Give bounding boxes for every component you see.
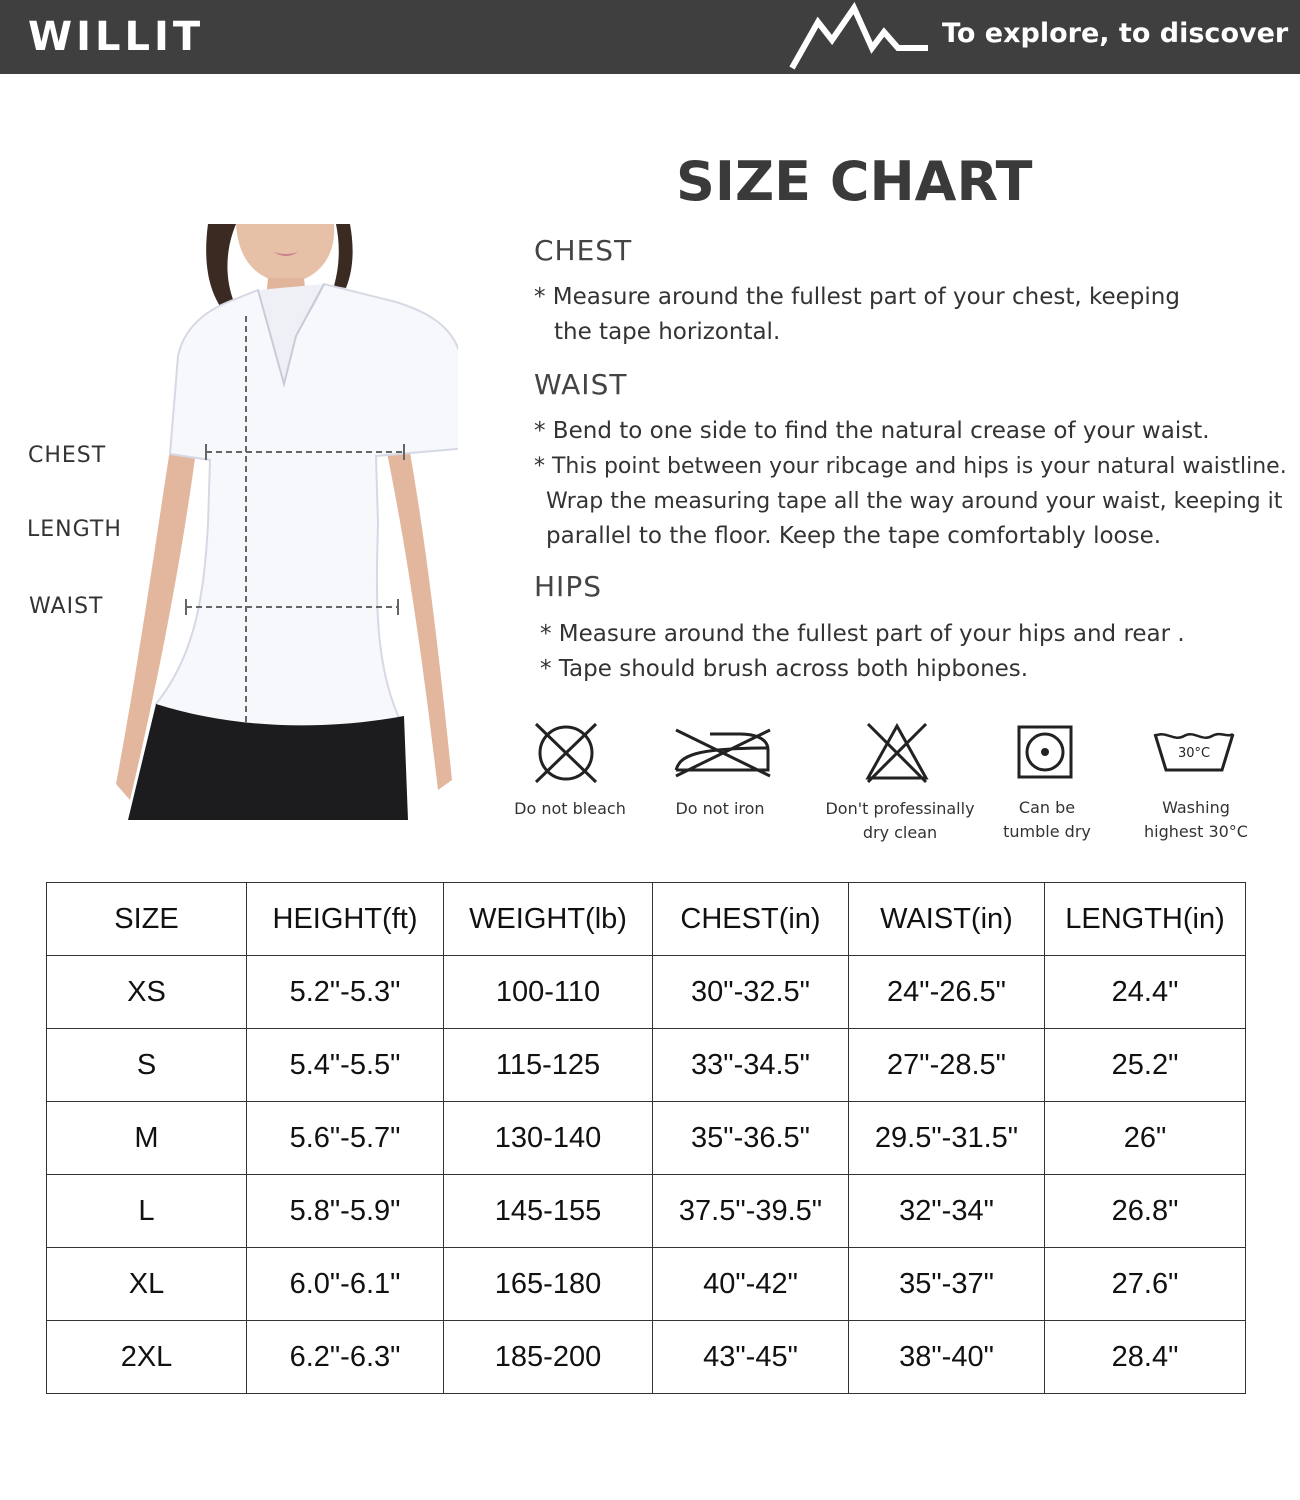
table-row xyxy=(47,1248,1246,1321)
model-figure xyxy=(108,224,458,820)
care-label-do-not-iron: Do not iron xyxy=(675,799,765,818)
table-cell: 35"-37" xyxy=(849,1248,1045,1321)
care-label-tumble-dry-line1: Can be xyxy=(1018,798,1076,817)
header-bar xyxy=(0,0,1300,74)
table-row xyxy=(47,1175,1246,1248)
table-cell: S xyxy=(47,1029,247,1102)
table-cell: 185-200 xyxy=(444,1321,653,1394)
chest-instruction-1: * Measure around the fullest part of your chest, keeping xyxy=(534,284,1180,310)
table-cell: 165-180 xyxy=(444,1248,653,1321)
table-cell: 145-155 xyxy=(444,1175,653,1248)
table-cell: 30"-32.5" xyxy=(653,956,849,1029)
hips-instruction-2: * Tape should brush across both hipbones. xyxy=(540,656,1029,682)
table-cell: XS xyxy=(47,956,247,1029)
do-not-bleach-icon xyxy=(532,720,600,786)
table-row xyxy=(47,1029,1246,1102)
column-header-chest: CHEST(in) xyxy=(653,883,849,956)
tumble-dry-icon xyxy=(1016,724,1074,780)
care-label-do-not-bleach: Do not bleach xyxy=(514,799,626,818)
care-label-dry-clean-line2: dry clean xyxy=(862,823,938,842)
table-cell: 38"-40" xyxy=(849,1321,1045,1394)
page-title: SIZE CHART xyxy=(676,150,1033,213)
table-cell: 25.2" xyxy=(1045,1029,1246,1102)
table-cell: 5.2"-5.3" xyxy=(247,956,444,1029)
table-cell: 2XL xyxy=(47,1321,247,1394)
table-cell: 37.5"-39.5" xyxy=(653,1175,849,1248)
table-cell: 24.4" xyxy=(1045,956,1246,1029)
table-cell: 35"-36.5" xyxy=(653,1102,849,1175)
table-cell: 33"-34.5" xyxy=(653,1029,849,1102)
table-cell: 5.6"-5.7" xyxy=(247,1102,444,1175)
table-row xyxy=(47,1321,1246,1394)
mountain-icon xyxy=(788,2,938,72)
table-cell: 5.4"-5.5" xyxy=(247,1029,444,1102)
size-table xyxy=(46,882,1246,1394)
figure-label-waist: WAIST xyxy=(29,594,104,619)
waist-instruction-4: parallel to the floor. Keep the tape comfortably loose. xyxy=(546,523,1162,549)
column-header-size: SIZE xyxy=(47,883,247,956)
care-label-washing xyxy=(1136,796,1256,844)
table-header-row xyxy=(47,883,1246,956)
table-cell: L xyxy=(47,1175,247,1248)
table-cell: 6.2"-6.3" xyxy=(247,1321,444,1394)
figure-label-chest: CHEST xyxy=(28,443,107,468)
chest-instruction-2: the tape horizontal. xyxy=(554,319,781,345)
brand-logo-text: WILLIT xyxy=(28,14,205,60)
table-cell: 27.6" xyxy=(1045,1248,1246,1321)
table-cell: 27"-28.5" xyxy=(849,1029,1045,1102)
table-cell: 5.8"-5.9" xyxy=(247,1175,444,1248)
care-label-washing-line2: highest 30°C xyxy=(1144,822,1248,841)
table-cell: 115-125 xyxy=(444,1029,653,1102)
hips-instruction-1: * Measure around the fullest part of your hips and rear . xyxy=(540,621,1185,647)
table-cell: M xyxy=(47,1102,247,1175)
table-cell: 43"-45" xyxy=(653,1321,849,1394)
table-cell: 32"-34" xyxy=(849,1175,1045,1248)
table-cell: 6.0"-6.1" xyxy=(247,1248,444,1321)
column-header-weight: WEIGHT(lb) xyxy=(444,883,653,956)
table-cell: 40"-42" xyxy=(653,1248,849,1321)
waist-heading: WAIST xyxy=(534,368,628,401)
hips-heading: HIPS xyxy=(534,570,602,603)
table-cell: 26.8" xyxy=(1045,1175,1246,1248)
table-cell: XL xyxy=(47,1248,247,1321)
care-label-tumble-dry xyxy=(985,796,1109,844)
wash-30-icon xyxy=(1152,728,1236,774)
table-cell: 130-140 xyxy=(444,1102,653,1175)
do-not-dry-clean-icon xyxy=(864,720,930,784)
waist-instruction-1: * Bend to one side to find the natural crease of your waist. xyxy=(534,418,1210,444)
table-cell: 100-110 xyxy=(444,956,653,1029)
column-header-length: LENGTH(in) xyxy=(1045,883,1246,956)
table-cell: 28.4" xyxy=(1045,1321,1246,1394)
table-cell: 24"-26.5" xyxy=(849,956,1045,1029)
chest-heading: CHEST xyxy=(534,234,633,267)
wash-temperature-badge: 30°C xyxy=(1177,746,1211,761)
figure-label-length: LENGTH xyxy=(27,517,122,542)
column-header-waist: WAIST(in) xyxy=(849,883,1045,956)
waist-instruction-3: Wrap the measuring tape all the way around your waist, keeping it xyxy=(546,489,1283,514)
care-label-dry-clean xyxy=(820,797,980,845)
table-row xyxy=(47,1102,1246,1175)
table-cell: 29.5"-31.5" xyxy=(849,1102,1045,1175)
care-label-washing-line1: Washing xyxy=(1162,798,1230,817)
waist-instruction-2: * This point between your ribcage and hips is your natural waistline. xyxy=(534,454,1287,479)
column-header-height: HEIGHT(ft) xyxy=(247,883,444,956)
table-row xyxy=(47,956,1246,1029)
care-label-tumble-dry-line2: tumble dry xyxy=(1003,822,1091,841)
table-cell: 26" xyxy=(1045,1102,1246,1175)
do-not-iron-icon xyxy=(670,726,774,778)
tagline: To explore, to discover xyxy=(942,18,1289,49)
care-label-dry-clean-line1: Don't professinally xyxy=(825,799,975,818)
